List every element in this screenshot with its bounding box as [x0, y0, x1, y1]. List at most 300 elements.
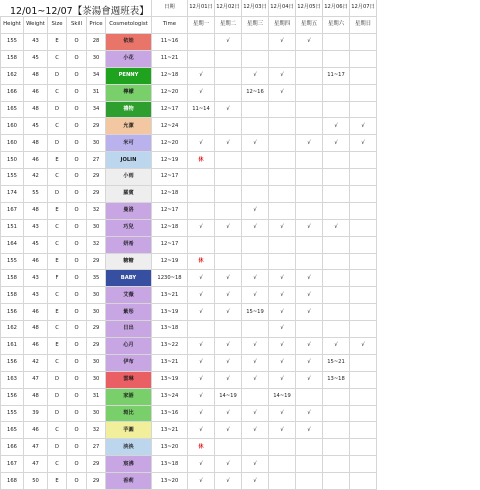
price-cell: 34 — [87, 101, 106, 118]
day-cell: √ — [215, 338, 242, 355]
day-cell: √ — [215, 135, 242, 152]
day-cell — [350, 388, 377, 405]
weight-cell: 46 — [24, 253, 48, 270]
cosmetologist-name — [106, 152, 152, 169]
weight-cell: 43 — [24, 219, 48, 236]
day-cell — [350, 169, 377, 186]
price-cell: 32 — [87, 422, 106, 439]
size-cell: C — [48, 456, 67, 473]
weekday-cell: 星期一 — [188, 17, 215, 34]
day-cell — [269, 169, 296, 186]
cosmetologist-name — [106, 405, 152, 422]
day-cell — [296, 84, 323, 101]
price-cell: 29 — [87, 473, 106, 490]
cosmetologist-name — [106, 304, 152, 321]
height-cell: 156 — [1, 388, 24, 405]
price-cell: 35 — [87, 270, 106, 287]
day-cell: √ — [269, 422, 296, 439]
size-cell: F — [48, 270, 67, 287]
table-row — [1, 354, 377, 371]
day-cell: √ — [215, 219, 242, 236]
column-header-row — [1, 17, 377, 34]
day-cell — [350, 422, 377, 439]
height-cell: 155 — [1, 34, 24, 51]
day-cell — [242, 169, 269, 186]
skill-cell: O — [67, 236, 87, 253]
time-cell: 13~18 — [152, 321, 188, 338]
weight-cell: 48 — [24, 101, 48, 118]
weight-cell: 45 — [24, 50, 48, 67]
height-cell: 161 — [1, 338, 24, 355]
skill-cell: O — [67, 67, 87, 84]
day-cell — [323, 34, 350, 51]
day-cell: √ — [215, 270, 242, 287]
day-cell: √ — [188, 473, 215, 490]
cosmetologist-label: 曼洛 — [123, 207, 134, 214]
day-cell: √ — [215, 287, 242, 304]
size-cell: C — [48, 219, 67, 236]
day-cell — [296, 202, 323, 219]
height-cell: 164 — [1, 236, 24, 253]
cosmetologist-name — [106, 388, 152, 405]
price-cell: 32 — [87, 202, 106, 219]
height-cell: 156 — [1, 304, 24, 321]
table-row — [1, 253, 377, 270]
skill-cell: O — [67, 371, 87, 388]
day-cell: √ — [296, 371, 323, 388]
day-cell — [296, 456, 323, 473]
height-cell: 155 — [1, 169, 24, 186]
cosmetologist-label: 允潔 — [123, 122, 134, 129]
day-cell — [215, 152, 242, 169]
day-cell — [323, 236, 350, 253]
size-cell: D — [48, 405, 67, 422]
day-cell — [188, 186, 215, 203]
day-cell: √ — [269, 354, 296, 371]
time-cell: 13~22 — [152, 338, 188, 355]
height-cell: 166 — [1, 439, 24, 456]
height-cell: 160 — [1, 135, 24, 152]
cosmetologist-name — [106, 321, 152, 338]
table-row — [1, 304, 377, 321]
weekday-cell: 星期六 — [323, 17, 350, 34]
cosmetologist-label: 艾薇 — [123, 291, 134, 298]
day-cell: √ — [296, 135, 323, 152]
table-row — [1, 405, 377, 422]
height-cell: 162 — [1, 67, 24, 84]
table-row — [1, 118, 377, 135]
size-cell: D — [48, 439, 67, 456]
weight-cell: 47 — [24, 456, 48, 473]
size-cell: C — [48, 236, 67, 253]
day-cell: √ — [242, 287, 269, 304]
day-cell — [323, 270, 350, 287]
day-cell — [215, 439, 242, 456]
day-cell: √ — [323, 338, 350, 355]
table-row — [1, 84, 377, 101]
day-cell: √ — [242, 405, 269, 422]
day-cell: √ — [323, 135, 350, 152]
weight-cell: 50 — [24, 473, 48, 490]
cosmetologist-label: 依娃 — [123, 38, 134, 45]
skill-cell: O — [67, 135, 87, 152]
price-cell: 30 — [87, 135, 106, 152]
day-cell — [215, 50, 242, 67]
price-cell: 30 — [87, 354, 106, 371]
day-cell — [323, 388, 350, 405]
day-cell — [188, 321, 215, 338]
cosmetologist-label: 羅賓 — [123, 190, 134, 197]
day-cell — [269, 186, 296, 203]
day-cell: √ — [188, 67, 215, 84]
date-cell: 12月07日 — [350, 0, 377, 17]
day-cell: √ — [269, 84, 296, 101]
column-header: Time — [152, 17, 188, 34]
weight-cell: 45 — [24, 118, 48, 135]
weekday-cell: 星期五 — [296, 17, 323, 34]
day-cell — [323, 287, 350, 304]
size-cell: C — [48, 287, 67, 304]
skill-cell: O — [67, 34, 87, 51]
cosmetologist-label: 家語 — [123, 393, 134, 400]
day-cell — [242, 34, 269, 51]
day-cell — [350, 219, 377, 236]
day-cell — [242, 50, 269, 67]
day-cell — [269, 152, 296, 169]
column-header: Weight — [24, 17, 48, 34]
cosmetologist-label: 宸沸 — [123, 460, 134, 467]
height-cell: 166 — [1, 84, 24, 101]
price-cell: 29 — [87, 456, 106, 473]
day-cell — [350, 270, 377, 287]
size-cell: E — [48, 152, 67, 169]
day-cell — [296, 473, 323, 490]
weight-cell: 46 — [24, 304, 48, 321]
size-cell: C — [48, 50, 67, 67]
day-cell — [269, 135, 296, 152]
time-cell: 12~20 — [152, 84, 188, 101]
day-cell — [215, 321, 242, 338]
height-cell: 165 — [1, 101, 24, 118]
day-cell: √ — [242, 219, 269, 236]
price-cell: 30 — [87, 50, 106, 67]
height-cell: 163 — [1, 371, 24, 388]
day-cell: √ — [296, 354, 323, 371]
cosmetologist-label: JOLIN — [120, 156, 137, 163]
day-cell — [269, 101, 296, 118]
cosmetologist-label: 米可 — [123, 139, 134, 146]
day-cell: √ — [215, 34, 242, 51]
day-cell — [350, 236, 377, 253]
day-cell: √ — [215, 371, 242, 388]
table-row — [1, 34, 377, 51]
day-cell: √ — [215, 405, 242, 422]
weekday-cell: 星期三 — [242, 17, 269, 34]
skill-cell: O — [67, 388, 87, 405]
day-cell: √ — [323, 219, 350, 236]
day-cell: √ — [296, 34, 323, 51]
table-row — [1, 270, 377, 287]
time-cell: 13~20 — [152, 473, 188, 490]
cosmetologist-name — [106, 202, 152, 219]
day-cell — [323, 439, 350, 456]
day-cell — [323, 152, 350, 169]
day-cell — [323, 101, 350, 118]
day-cell — [350, 67, 377, 84]
day-cell — [242, 152, 269, 169]
day-cell: 休 — [188, 439, 215, 456]
weight-cell: 48 — [24, 202, 48, 219]
day-cell — [269, 253, 296, 270]
weight-cell: 48 — [24, 321, 48, 338]
day-cell: √ — [188, 270, 215, 287]
skill-cell: O — [67, 202, 87, 219]
cosmetologist-name — [106, 354, 152, 371]
day-cell: √ — [269, 321, 296, 338]
table-row — [1, 101, 377, 118]
cosmetologist-label: 禮物 — [123, 105, 134, 112]
size-cell: C — [48, 354, 67, 371]
weight-cell: 42 — [24, 169, 48, 186]
skill-cell: O — [67, 473, 87, 490]
table-row — [1, 67, 377, 84]
cosmetologist-label: 巧兒 — [123, 224, 134, 231]
day-cell: √ — [188, 135, 215, 152]
cosmetologist-label: 泱泱 — [123, 443, 134, 450]
day-cell — [350, 473, 377, 490]
day-cell — [215, 253, 242, 270]
day-cell — [323, 473, 350, 490]
weight-cell: 46 — [24, 152, 48, 169]
skill-cell: O — [67, 152, 87, 169]
day-cell: √ — [188, 354, 215, 371]
weekday-cell: 星期四 — [269, 17, 296, 34]
day-cell: 15~19 — [242, 304, 269, 321]
time-cell: 12~17 — [152, 169, 188, 186]
skill-cell: O — [67, 50, 87, 67]
day-cell — [242, 186, 269, 203]
day-cell — [323, 456, 350, 473]
cosmetologist-name — [106, 422, 152, 439]
day-cell — [323, 84, 350, 101]
day-cell — [350, 34, 377, 51]
day-cell — [350, 321, 377, 338]
day-cell: √ — [296, 304, 323, 321]
day-cell: √ — [242, 473, 269, 490]
day-cell: √ — [188, 304, 215, 321]
day-cell — [188, 202, 215, 219]
time-cell: 12~18 — [152, 67, 188, 84]
cosmetologist-name — [106, 186, 152, 203]
column-header: Size — [48, 17, 67, 34]
day-cell — [350, 354, 377, 371]
day-cell — [188, 118, 215, 135]
day-cell: √ — [242, 354, 269, 371]
day-cell: √ — [188, 371, 215, 388]
table-row — [1, 219, 377, 236]
price-cell: 29 — [87, 321, 106, 338]
day-cell — [323, 422, 350, 439]
table-row — [1, 236, 377, 253]
weight-cell: 39 — [24, 405, 48, 422]
day-cell — [350, 186, 377, 203]
day-cell — [296, 321, 323, 338]
day-cell — [296, 101, 323, 118]
day-cell — [350, 371, 377, 388]
day-cell: √ — [269, 287, 296, 304]
day-cell — [269, 50, 296, 67]
time-cell: 12~17 — [152, 202, 188, 219]
price-cell: 31 — [87, 388, 106, 405]
skill-cell: O — [67, 186, 87, 203]
weekday-cell: 星期二 — [215, 17, 242, 34]
table-row — [1, 50, 377, 67]
cosmetologist-label: 妍希 — [123, 241, 134, 248]
day-cell — [269, 473, 296, 490]
day-cell — [215, 84, 242, 101]
time-cell: 12~18 — [152, 219, 188, 236]
day-cell: √ — [350, 118, 377, 135]
day-cell — [350, 405, 377, 422]
day-cell — [242, 321, 269, 338]
day-cell — [269, 118, 296, 135]
table-row — [1, 202, 377, 219]
day-cell: √ — [296, 422, 323, 439]
skill-cell: O — [67, 338, 87, 355]
cosmetologist-label: BABY — [120, 274, 137, 281]
height-cell: 158 — [1, 287, 24, 304]
cosmetologist-name — [106, 219, 152, 236]
size-cell: E — [48, 253, 67, 270]
day-cell — [350, 101, 377, 118]
day-cell: √ — [188, 405, 215, 422]
day-cell — [188, 34, 215, 51]
price-cell: 28 — [87, 34, 106, 51]
day-cell: √ — [242, 338, 269, 355]
skill-cell: O — [67, 405, 87, 422]
size-cell: D — [48, 388, 67, 405]
date-label: 日期 — [152, 0, 188, 17]
weekday-cell: 星期日 — [350, 17, 377, 34]
day-cell — [215, 202, 242, 219]
date-cell: 12月02日 — [215, 0, 242, 17]
size-cell: E — [48, 473, 67, 490]
day-cell: √ — [188, 388, 215, 405]
day-cell: √ — [215, 354, 242, 371]
price-cell: 31 — [87, 84, 106, 101]
day-cell — [242, 118, 269, 135]
day-cell — [242, 388, 269, 405]
time-cell: 12~20 — [152, 135, 188, 152]
weight-cell: 45 — [24, 236, 48, 253]
day-cell: √ — [269, 34, 296, 51]
day-cell: 14~19 — [269, 388, 296, 405]
day-cell: 11~14 — [188, 101, 215, 118]
day-cell: √ — [188, 287, 215, 304]
day-cell — [215, 186, 242, 203]
day-cell — [323, 202, 350, 219]
cosmetologist-name — [106, 473, 152, 490]
table-row — [1, 152, 377, 169]
skill-cell: O — [67, 219, 87, 236]
day-cell: √ — [269, 338, 296, 355]
day-cell — [350, 304, 377, 321]
time-cell: 13~19 — [152, 371, 188, 388]
day-cell — [323, 186, 350, 203]
size-cell: C — [48, 118, 67, 135]
day-cell — [296, 118, 323, 135]
skill-cell: O — [67, 118, 87, 135]
cosmetologist-name — [106, 50, 152, 67]
day-cell — [188, 169, 215, 186]
skill-cell: O — [67, 84, 87, 101]
size-cell: E — [48, 34, 67, 51]
cosmetologist-name — [106, 67, 152, 84]
day-cell: √ — [215, 422, 242, 439]
day-cell: 14~19 — [215, 388, 242, 405]
day-cell: √ — [242, 135, 269, 152]
weight-cell: 48 — [24, 67, 48, 84]
column-header: Cosmetologist — [106, 17, 152, 34]
day-cell — [350, 439, 377, 456]
size-cell: E — [48, 338, 67, 355]
size-cell: C — [48, 84, 67, 101]
weight-cell: 47 — [24, 371, 48, 388]
price-cell: 30 — [87, 405, 106, 422]
day-cell: √ — [242, 202, 269, 219]
cosmetologist-label: 芋圓 — [123, 426, 134, 433]
weight-cell: 43 — [24, 270, 48, 287]
cosmetologist-name — [106, 371, 152, 388]
day-cell: √ — [296, 219, 323, 236]
day-cell: √ — [296, 270, 323, 287]
cosmetologist-label: 檸檬 — [123, 89, 134, 96]
day-cell — [188, 236, 215, 253]
table-row — [1, 371, 377, 388]
day-cell — [269, 439, 296, 456]
cosmetologist-name — [106, 169, 152, 186]
price-cell: 27 — [87, 439, 106, 456]
cosmetologist-label: 糖糖 — [123, 257, 134, 264]
day-cell — [296, 186, 323, 203]
date-header-row — [1, 0, 377, 17]
day-cell — [323, 50, 350, 67]
time-cell: 13~18 — [152, 456, 188, 473]
time-cell: 13~20 — [152, 439, 188, 456]
skill-cell: O — [67, 287, 87, 304]
price-cell: 29 — [87, 118, 106, 135]
day-cell: √ — [188, 422, 215, 439]
size-cell: D — [48, 101, 67, 118]
cosmetologist-label: 雲琳 — [123, 376, 134, 383]
price-cell: 30 — [87, 304, 106, 321]
day-cell — [296, 50, 323, 67]
price-cell: 32 — [87, 236, 106, 253]
day-cell: √ — [215, 101, 242, 118]
day-cell: √ — [215, 456, 242, 473]
day-cell — [350, 50, 377, 67]
cosmetologist-name — [106, 34, 152, 51]
cosmetologist-label: 小花 — [123, 55, 134, 62]
weight-cell: 48 — [24, 388, 48, 405]
table-row — [1, 287, 377, 304]
cosmetologist-label: PENNY — [118, 72, 139, 79]
cosmetologist-label: 日出 — [123, 325, 134, 332]
time-cell: 13~21 — [152, 287, 188, 304]
day-cell — [296, 439, 323, 456]
height-cell: 162 — [1, 321, 24, 338]
table-row — [1, 422, 377, 439]
